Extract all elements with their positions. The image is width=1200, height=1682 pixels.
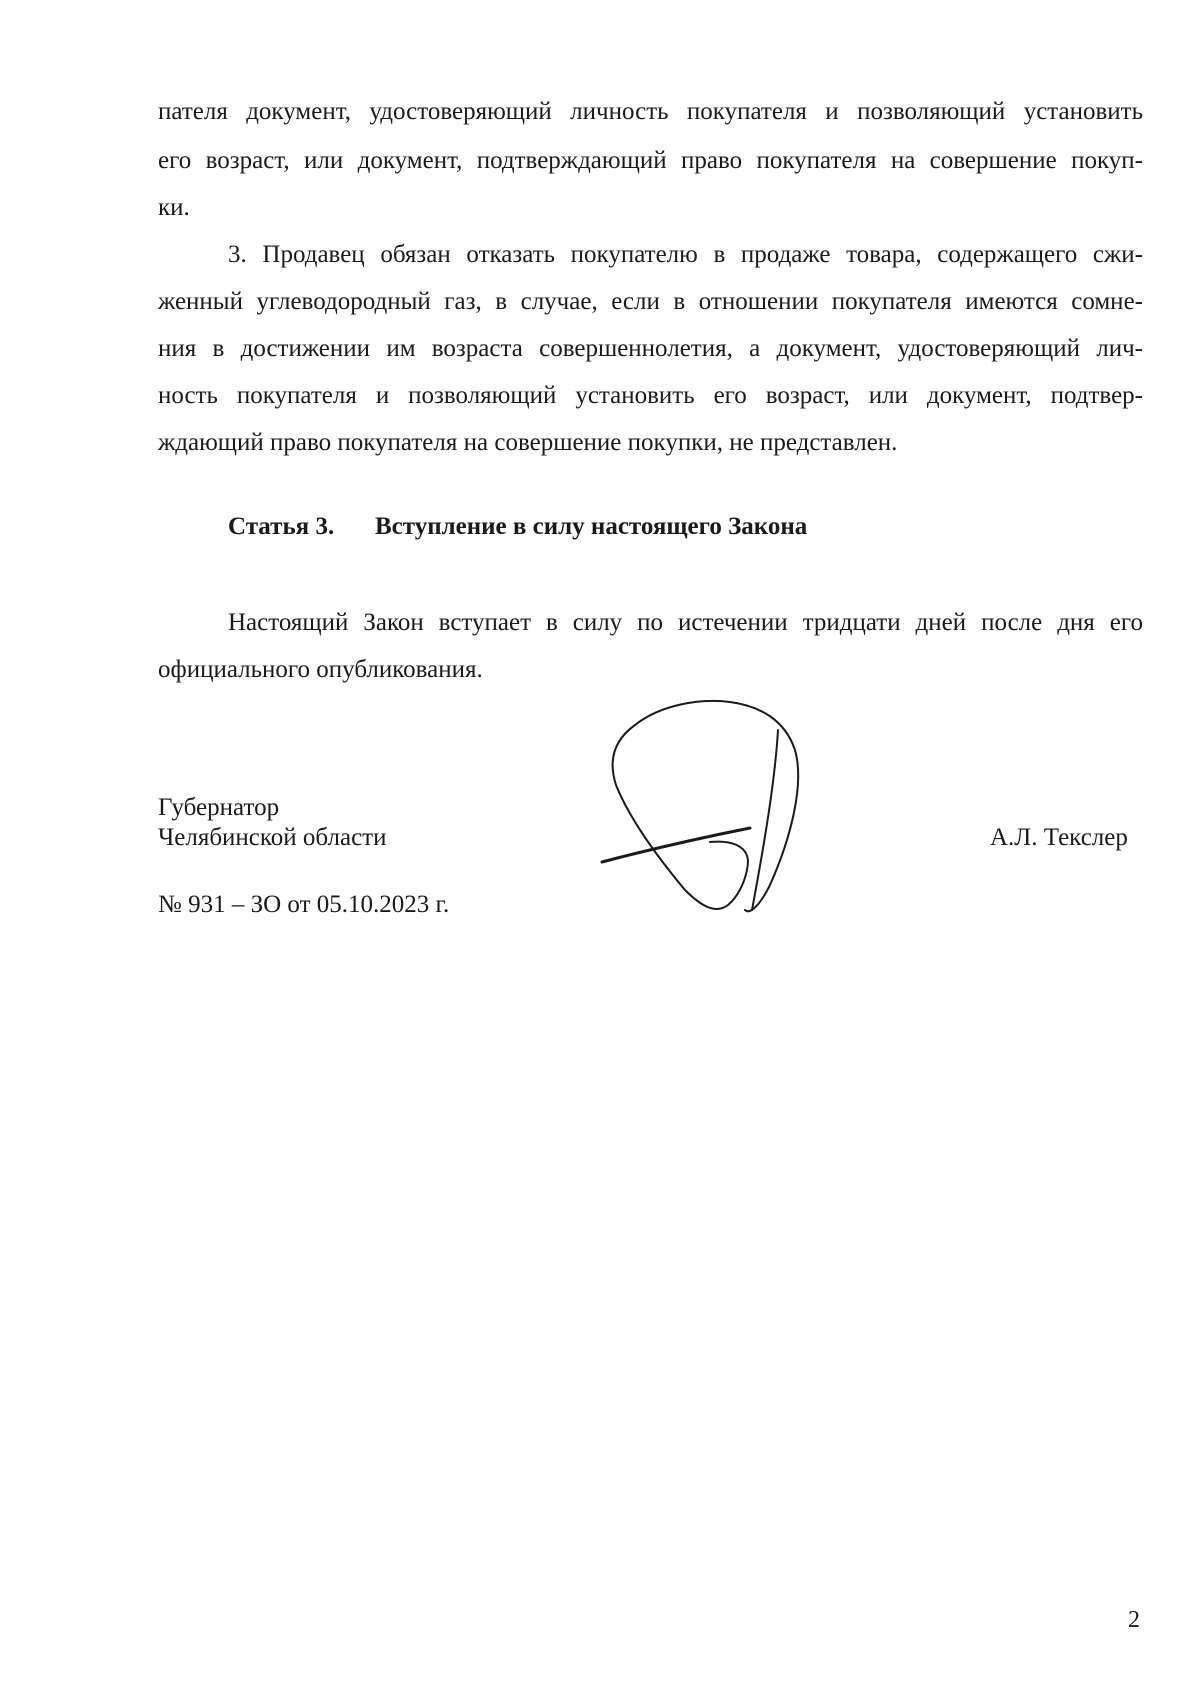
paragraph-2-line-4: ность покупателя и позволяющий установить его возраст, или документ, подтвер-: [158, 382, 1143, 409]
page-number: 2: [1128, 1607, 1140, 1633]
paragraph-2-line-3: ния в достижении им возраста совершеннолетия, а документ, удостоверяющий лич-: [158, 335, 1143, 362]
paragraph-1-line-3: ки.: [158, 194, 190, 221]
article-title: Вступление в силу настоящего Закона: [375, 513, 808, 540]
paragraph-3-line-2: официального опубликования.: [158, 656, 483, 683]
governor-region: Челябинской области: [158, 824, 387, 851]
paragraph-3-line-1: Настоящий Закон вступает в силу по истечении тридцати дней после дня его: [228, 609, 1143, 636]
article-number: Статья 3.: [228, 513, 335, 540]
paragraph-1-line-1: пателя документ, удостоверяющий личность покупателя и позволяющий установить: [158, 98, 1143, 125]
governor-title: Губернатор: [158, 794, 280, 821]
paragraph-2-line-5: ждающий право покупателя на совершение покупки, не представлен.: [158, 429, 898, 456]
law-number: № 931 – ЗО от 05.10.2023 г.: [158, 891, 450, 918]
paragraph-1-line-2: его возраст, или документ, подтверждающий право покупателя на совершение покуп-: [158, 147, 1143, 174]
paragraph-2-line-2: женный углеводородный газ, в случае, если в отношении покупателя имеются сомне-: [158, 288, 1143, 315]
signatory-name: А.Л. Текслер: [990, 824, 1128, 851]
paragraph-2-line-1: 3. Продавец обязан отказать покупателю в продаже товара, содержащего сжи-: [228, 241, 1143, 268]
handwritten-signature: [600, 690, 820, 920]
